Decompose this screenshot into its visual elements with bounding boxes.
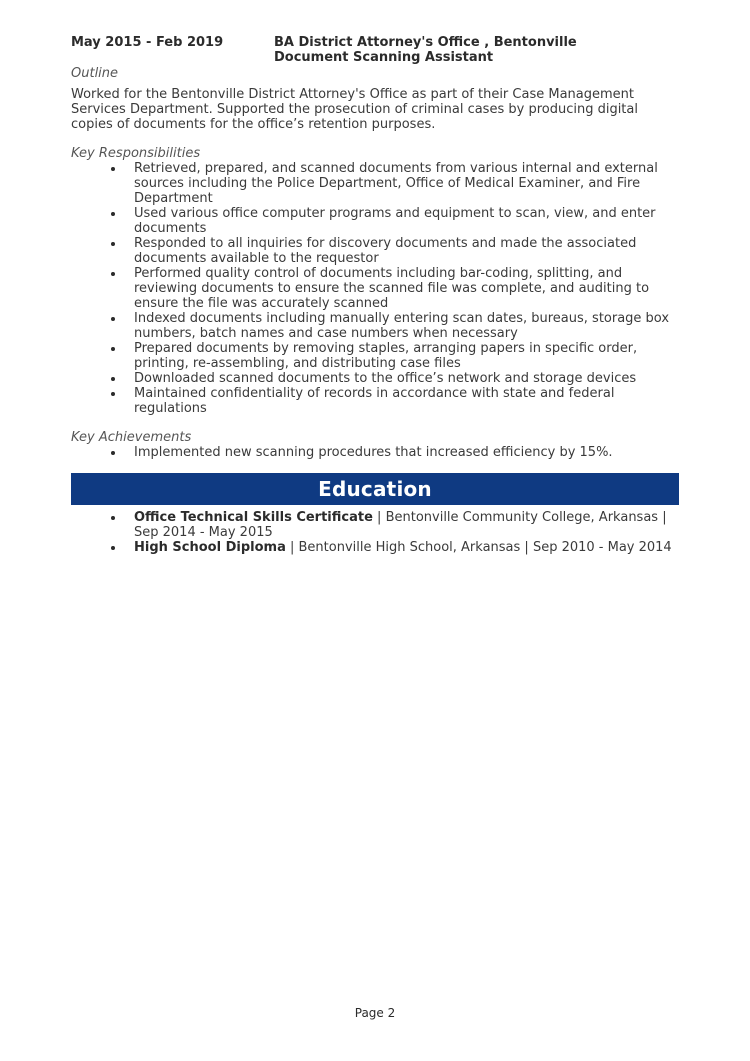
education-item [71, 540, 679, 555]
education-name: High School Diploma [134, 540, 286, 555]
list-item: Maintained confidentiality of records in accordance with state and federal regulations [71, 386, 679, 416]
education-section-header [71, 473, 679, 505]
outline-label: Outline [71, 66, 119, 81]
list-item: Prepared documents by removing staples, arranging papers in specific order, printing, re-assembling, and distributing case files [71, 341, 679, 371]
list-item: Retrieved, prepared, and scanned documents from various internal and external sources including the Police Department, Office of Medical Examiner, and Fire Department [71, 161, 679, 206]
job-title-block [274, 35, 679, 65]
list-item: Downloaded scanned documents to the office’s network and storage devices [71, 371, 679, 386]
list-item: Responded to all inquiries for discovery documents and made the associated documents available to the requestor [71, 236, 679, 266]
job-header [71, 35, 679, 65]
outline-text: Worked for the Bentonville District Attorney's Office as part of their Case Management Services Department. Supported the prosecution of criminal cases by producing digital copies of documents for the office’s retention purposes. [71, 87, 638, 132]
education-details: | Bentonville Community College, Arkansas | Sep 2014 - May 2015 [134, 510, 667, 540]
list-item: Performed quality control of documents including bar-coding, splitting, and reviewing documents to ensure the scanned file was complete, and auditing to ensure the file was accurately scanned [71, 266, 679, 311]
achievements-list [71, 445, 679, 460]
list-item: Used various office computer programs and equipment to scan, view, and enter documents [71, 206, 679, 236]
education-list [71, 510, 679, 555]
list-item: Implemented new scanning procedures that increased efficiency by 15%. [71, 445, 679, 460]
education-name: Office Technical Skills Certificate [134, 510, 373, 525]
achievements-label: Key Achievements [71, 430, 192, 445]
resume-page [71, 35, 679, 555]
page-number: Page 2 [354, 1006, 396, 1020]
job-employer: BA District Attorney's Office , Bentonville [274, 35, 577, 50]
education-heading: Education [318, 476, 432, 501]
education-details: | Bentonville High School, Arkansas | Sep 2010 - May 2014 [285, 540, 672, 555]
responsibilities-label: Key Responsibilities [71, 146, 201, 161]
job-dates: May 2015 - Feb 2019 [71, 35, 224, 50]
education-item [71, 510, 679, 540]
responsibilities-list [71, 161, 679, 416]
job-position: Document Scanning Assistant [274, 50, 494, 65]
list-item: Indexed documents including manually entering scan dates, bureaus, storage box numbers, batch names and case numbers when necessary [71, 311, 679, 341]
